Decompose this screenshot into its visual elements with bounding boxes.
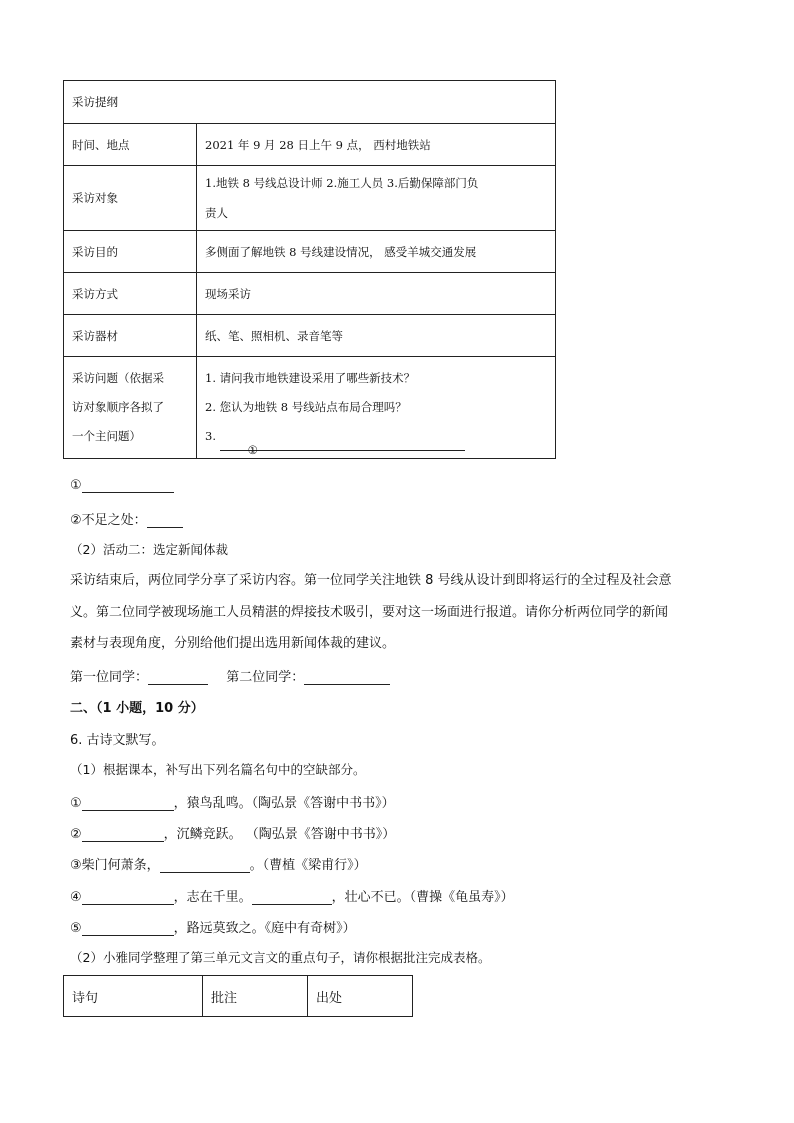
questions-label-line: 访对象顺序各拟了 [72, 400, 164, 414]
row-value-line: 1.地铁 8 号线总设计师 2.施工人员 3.后勤保障部门负 [205, 176, 479, 190]
interview-outline-table [63, 80, 556, 459]
answer-2-blank[interactable] [147, 513, 183, 528]
recite-num: ③柴门何萧条， [70, 858, 160, 873]
poem-table-header: 出处 [308, 976, 413, 1017]
recite-num: ④ [70, 890, 82, 905]
row-label: 采访方式 [64, 273, 197, 315]
recite-text: ，猿鸟乱鸣。（陶弘景《答谢中书书》） [173, 796, 395, 811]
row-value: 现场采访 [197, 273, 556, 315]
recite-blank[interactable] [252, 890, 332, 905]
recite-num: ① [70, 796, 82, 811]
answer-2-label: ②不足之处： [70, 513, 147, 528]
row-value [197, 166, 556, 231]
questions-label-line: 一个主问题） [72, 429, 141, 443]
answer-2 [70, 509, 183, 528]
recite-text: ，志在千里。 [173, 890, 252, 905]
row-label: 采访目的 [64, 231, 197, 273]
student-answers [70, 666, 390, 685]
recite-blank[interactable] [82, 796, 174, 811]
student1-label: 第一位同学： [70, 670, 149, 685]
recite-item-4 [70, 886, 514, 905]
recite-blank[interactable] [82, 890, 174, 905]
question-3-marker: ① [247, 443, 258, 457]
poem-table-header: 诗句 [64, 976, 203, 1017]
question-6: 6. 古诗文默写。 [70, 733, 165, 748]
activity2-heading: （2）活动二：选定新闻体裁 [70, 542, 228, 557]
question-3-prefix: 3. [205, 429, 220, 443]
activity2-paragraph-line: 义。第二位同学被现场施工人员精湛的焊接技术吸引，要对这一场面进行报道。请你分析两位同学的新闻 [70, 605, 669, 620]
sub-question-2: （2）小雅同学整理了第三单元文言文的重点句子，请你根据批注完成表格。 [70, 950, 491, 965]
recite-blank[interactable] [82, 827, 164, 842]
row-value: 2021 年 9 月 28 日上午 9 点， 西村地铁站 [197, 124, 556, 166]
answer-1-blank[interactable] [82, 478, 174, 493]
row-label: 采访对象 [64, 166, 197, 231]
poem-table [63, 975, 413, 1017]
recite-text: ，路远莫致之。《庭中有奇树》） [173, 921, 356, 936]
question-3 [205, 422, 547, 457]
row-value: 多侧面了解地铁 8 号线建设情况， 感受羊城交通发展 [197, 231, 556, 273]
recite-text: ，沉鳞竞跃。 （陶弘景《答谢中书书》） [163, 827, 396, 842]
answer-1 [70, 478, 174, 493]
row-label: 采访器材 [64, 315, 197, 357]
recite-blank[interactable] [82, 921, 174, 936]
student2-label: 第二位同学： [226, 670, 305, 685]
student1-blank[interactable] [148, 670, 208, 685]
table-title: 采访提纲 [64, 81, 556, 124]
recite-num: ② [70, 827, 82, 842]
recite-item-3 [70, 854, 367, 873]
question-3-blank[interactable] [220, 436, 465, 457]
activity2-paragraph-line: 素材与表现角度，分别给他们提出选用新闻体裁的建议。 [70, 636, 396, 651]
row-value-line: 责人 [205, 206, 228, 220]
section-heading: 二、（1 小题，10 分） [70, 701, 204, 716]
row-label: 时间、地点 [64, 124, 197, 166]
recite-item-1 [70, 792, 395, 811]
activity2-paragraph-line: 采访结束后，两位同学分享了采访内容。第一位同学关注地铁 8 号线从设计到即将运行的全过程及社会意 [70, 573, 672, 588]
question-2: 2. 您认为地铁 8 号线站点布局合理吗？ [205, 400, 407, 414]
questions-list [197, 357, 556, 459]
recite-text: ，壮心不已。（曹操《龟虽寿》） [331, 890, 514, 905]
student2-blank[interactable] [304, 670, 390, 685]
questions-label-line: 采访问题（依据采 [72, 371, 164, 385]
row-value: 纸、笔、照相机、录音笔等 [197, 315, 556, 357]
recite-item-2 [70, 823, 395, 842]
poem-table-header: 批注 [203, 976, 308, 1017]
question-1: 1. 请问我市地铁建设采用了哪些新技术？ [205, 371, 416, 385]
recite-num: ⑤ [70, 921, 82, 936]
questions-label [64, 357, 197, 459]
recite-blank[interactable] [160, 858, 250, 873]
answer-1-label: ① [70, 478, 82, 493]
recite-item-5 [70, 917, 356, 936]
recite-text: 。（曹植《梁甫行》） [249, 858, 367, 873]
sub-question-1: （1）根据课本，补写出下列名篇名句中的空缺部分。 [70, 762, 366, 777]
